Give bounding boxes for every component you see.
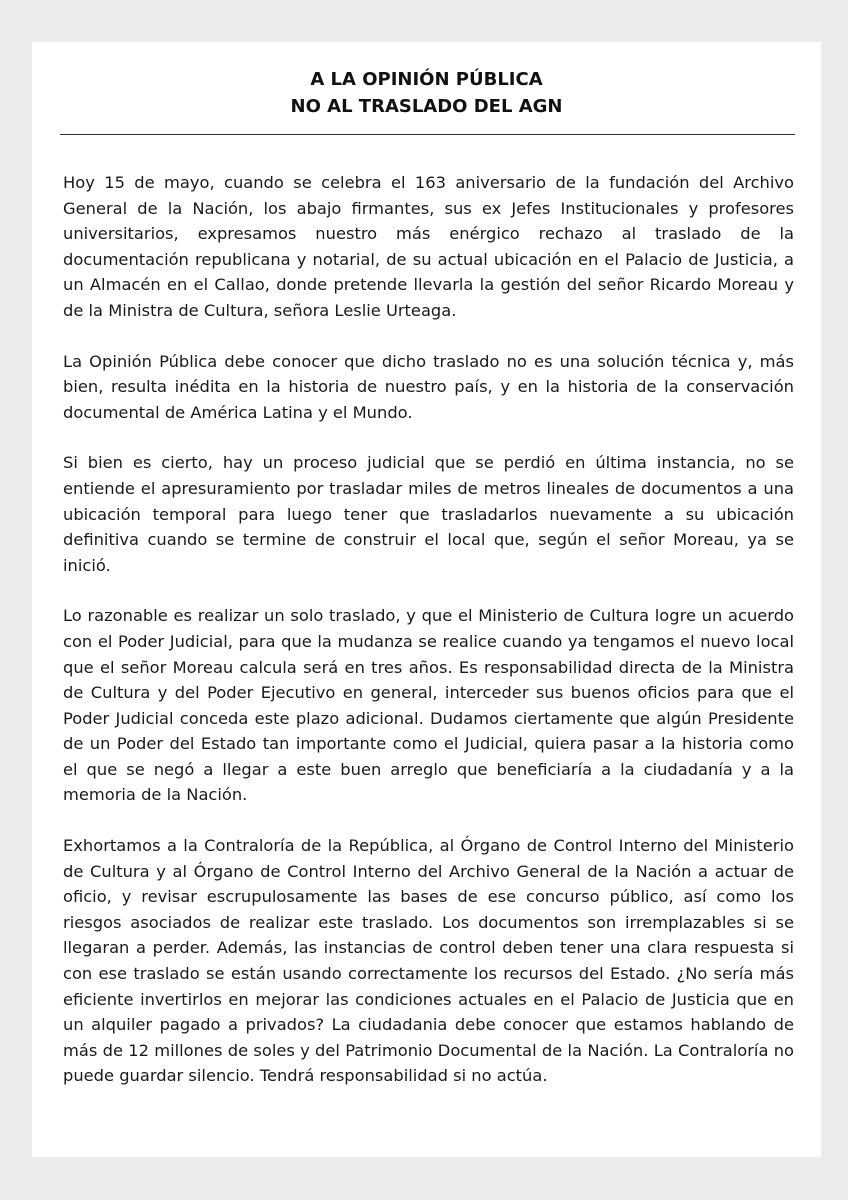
paragraph-2: La Opinión Pública debe conocer que dicho traslado no es una solución técnica y, más bien, resulta inédita en la historia de nuestro país, y en la historia de la conservación documental de América Latina y el Mundo. (63, 351, 794, 422)
paragraph-1: Hoy 15 de mayo, cuando se celebra el 163 aniversario de la fundación del Archivo General de la Nación, los abajo firmantes, sus ex Jefes Institucionales y profesores universitarios, expresamos nuestro más enérgico rechazo al traslado de la documentación republicana y notarial, de su actual ubicación en el Palacio de Justicia, a un Almacén en el Callao, donde pretende llevarla la gestión del señor Ricardo Moreau y de la Ministra de Cultura, señora Leslie Urteaga. (63, 173, 794, 320)
document-title (32, 66, 821, 120)
title-line-1: A LA OPINIÓN PÚBLICA (310, 69, 543, 90)
letter-sheet (32, 42, 821, 1157)
title-line-2: NO AL TRASLADO DEL AGN (290, 96, 563, 117)
paragraph-3: Si bien es cierto, hay un proceso judicial que se perdió en última instancia, no se entiende el apresuramiento por trasladar miles de metros lineales de documentos a una ubicación temporal para luego tener que trasladarlos nuevamente a su ubicación definitiva cuando se termine de construir el local que, según el señor Moreau, ya se inició. (63, 453, 794, 575)
paragraph-4: Lo razonable es realizar un solo traslado, y que el Ministerio de Cultura logre un acuerdo con el Poder Judicial, para que la mudanza se realice cuando ya tengamos el nuevo local que el señor Moreau calcula será en tres años. Es responsabilidad directa de la Ministra de Cultura y del Poder Ejecutivo en general, interceder sus buenos oficios para que el Poder Judicial conceda este plazo adicional. Dudamos ciertamente que algún Presidente de un Poder del Estado tan importante como el Judicial, quiera pasar a la historia como el que se negó a llegar a este buen arreglo que beneficiaría a la ciudadanía y a la memoria de la Nación. (63, 606, 794, 805)
document-body (63, 170, 794, 1114)
paragraph-5: Exhortamos a la Contraloría de la República, al Órgano de Control Interno del Ministerio de Cultura y al Órgano de Control Interno del Archivo General de la Nación a actuar de oficio, y revisar escrupulosamente las bases de ese concurso público, así como los riesgos asociados de realizar este traslado. Los documentos son irremplazables si se llegaran a perder. Además, las instancias de control deben tener una clara respuesta si con ese traslado se están usando correctamente los recursos del Estado. ¿No sería más eficiente invertirlos en mejorar las condiciones actuales en el Palacio de Justicia que en un alquiler pagado a privados? La ciudadania debe conocer que estamos hablando de más de 12 millones de soles y del Patrimonio Documental de la Nación. La Contraloría no puede guardar silencio. Tendrá responsabilidad si no actúa. (63, 836, 794, 1086)
title-divider (60, 134, 795, 135)
